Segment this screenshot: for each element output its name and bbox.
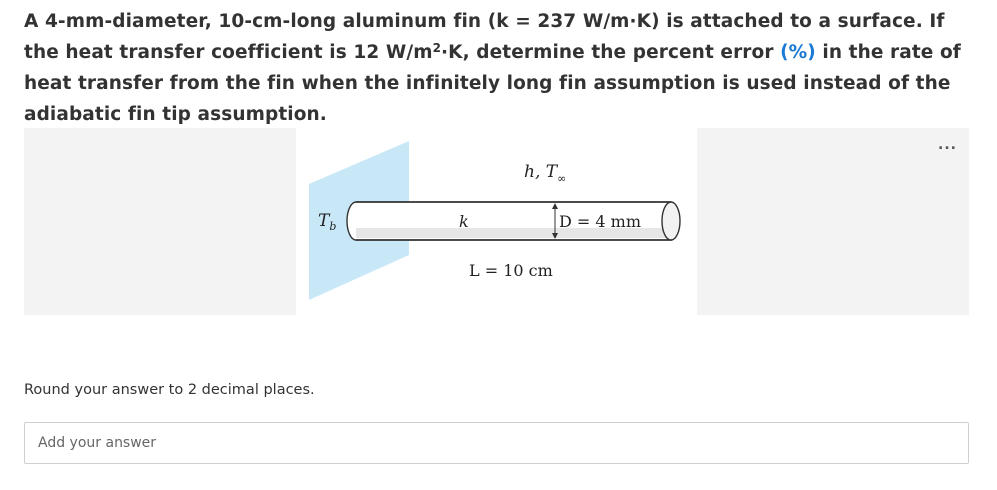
superscript-2: 2	[432, 41, 442, 55]
fin-tip-ellipse	[662, 202, 680, 240]
image-panel-right	[697, 128, 969, 315]
k-label: k	[459, 212, 469, 231]
tb-label: $T_b$	[318, 211, 337, 233]
question-text-part: ·K, determine the percent error	[441, 42, 781, 63]
diameter-label: D = 4 mm	[559, 212, 642, 231]
question-text-part: in the rate of heat transfer from the fin when the infinitely long fin assumption is used instead of the adiabatic fin tip assumption.	[24, 42, 961, 125]
percent-unit-highlight: (%)	[780, 42, 816, 63]
fin-diagram	[296, 128, 697, 315]
rounding-instruction: Round your answer to 2 decimal places.	[24, 382, 315, 398]
answer-input-container	[24, 422, 969, 464]
more-options-icon[interactable]: ...	[938, 137, 957, 153]
image-panel-left	[24, 128, 296, 315]
answer-input[interactable]	[25, 423, 968, 463]
h-t-infinity-label: h, $T_\infty$	[524, 162, 567, 185]
question-text	[24, 6, 974, 130]
question-text-part: A 4-mm-diameter, 10-cm-long aluminum fin (k = 237 W/m·K) is attached to a surface. If the heat transfer coefficient is 12 W/m	[24, 11, 945, 63]
length-label: L = 10 cm	[469, 261, 553, 280]
